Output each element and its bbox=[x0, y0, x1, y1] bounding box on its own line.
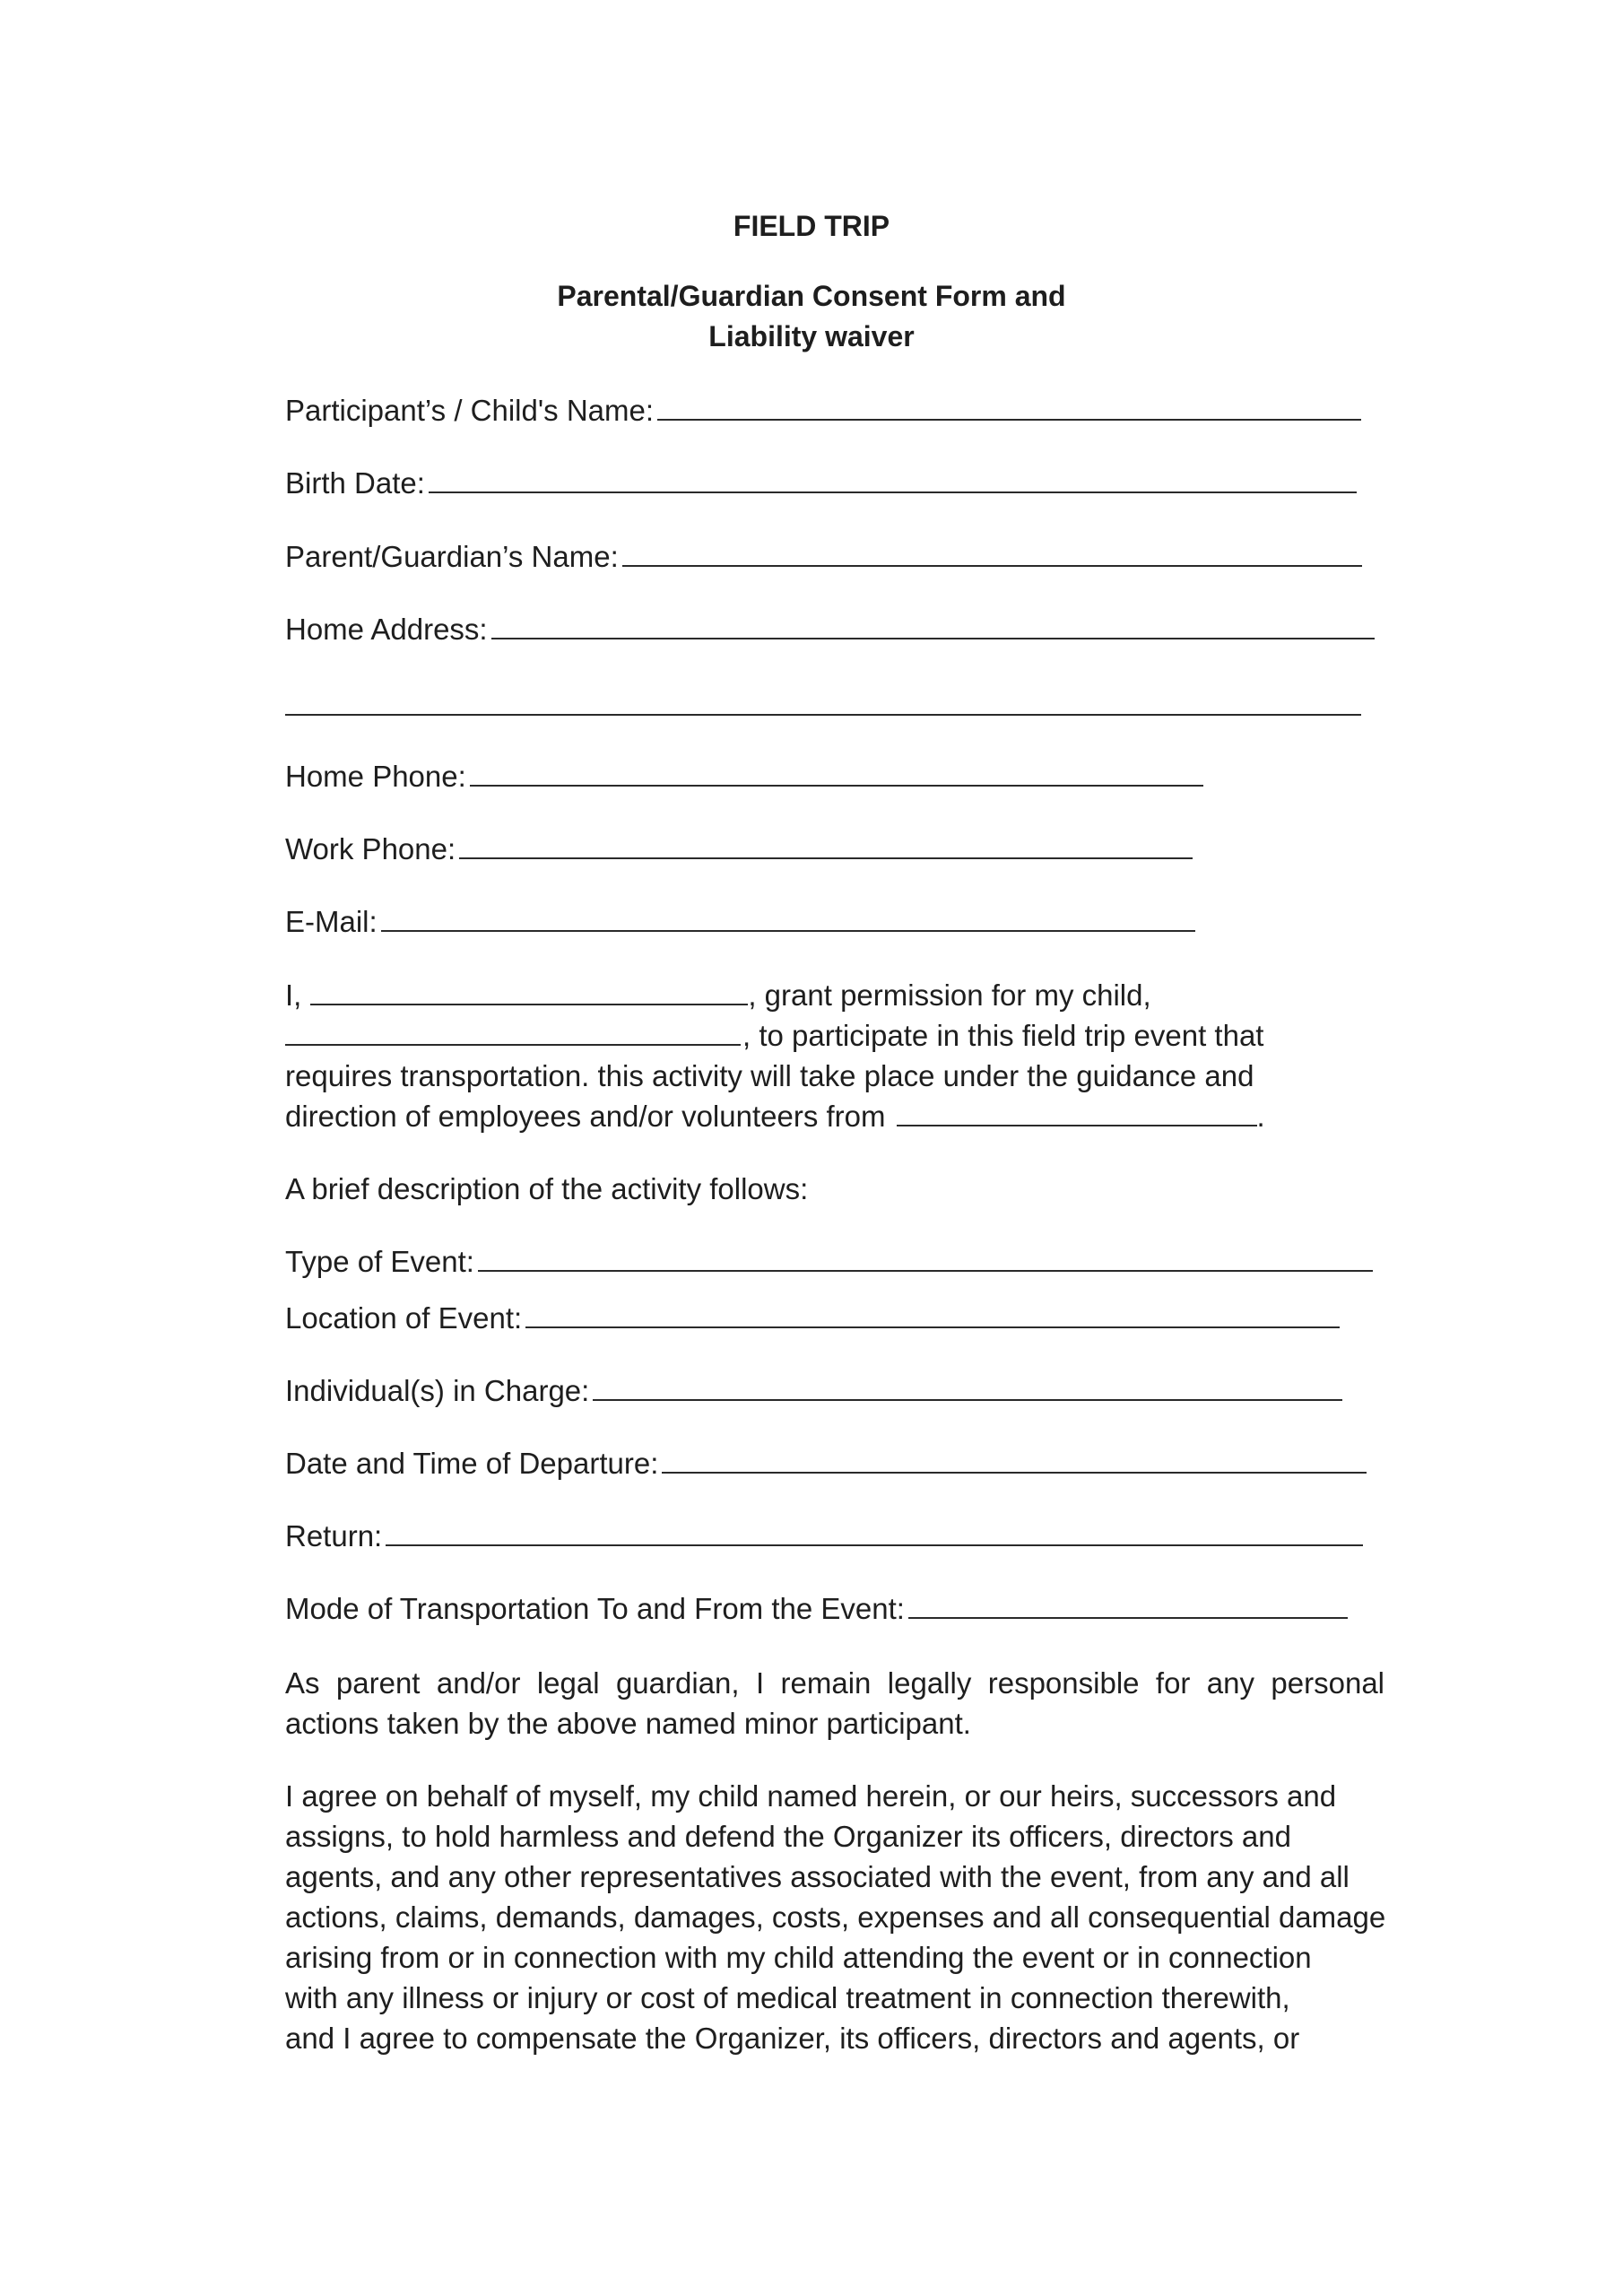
event-type-blank[interactable] bbox=[478, 1243, 1373, 1272]
home-phone-blank[interactable] bbox=[470, 758, 1203, 787]
work-phone-blank[interactable] bbox=[459, 831, 1193, 859]
permission-line2-suffix: , to participate in this field trip event that bbox=[742, 1019, 1264, 1052]
agreement-line: agents, and any other representatives associated with the event, from any and all bbox=[285, 1860, 1350, 1893]
child-name-blank[interactable] bbox=[285, 1017, 741, 1046]
permission-line4-suffix: . bbox=[1256, 1100, 1265, 1133]
guardian-name-blank[interactable] bbox=[622, 538, 1362, 567]
departure-label: Date and Time of Departure: bbox=[285, 1447, 659, 1480]
permission-line1-prefix: I, bbox=[285, 978, 302, 1012]
agreement-line: with any illness or injury or cost of medical treatment in connection therewith, bbox=[285, 1981, 1290, 2014]
permission-line1-suffix: , grant permission for my child, bbox=[748, 978, 1151, 1012]
description-intro: A brief description of the activity follows: bbox=[285, 1172, 809, 1205]
permission-line3: requires transportation. this activity will take place under the guidance and bbox=[285, 1059, 1254, 1092]
event-type-row bbox=[285, 1243, 1373, 1281]
individuals-in-charge-row bbox=[285, 1372, 1342, 1410]
event-type-label: Type of Event: bbox=[285, 1245, 474, 1278]
individuals-in-charge-blank[interactable] bbox=[593, 1372, 1342, 1401]
form-title: FIELD TRIP bbox=[733, 210, 890, 242]
event-location-blank[interactable] bbox=[525, 1300, 1340, 1328]
individuals-in-charge-label: Individual(s) in Charge: bbox=[285, 1374, 590, 1407]
form-subtitle-line1: Parental/Guardian Consent Form and bbox=[557, 280, 1066, 312]
home-address-label: Home Address: bbox=[285, 613, 488, 646]
agreement-line: I agree on behalf of myself, my child named herein, or our heirs, successors and bbox=[285, 1779, 1337, 1813]
agreement-line: and I agree to compensate the Organizer, its officers, directors and agents, or bbox=[285, 2022, 1300, 2055]
permission-line4-prefix: direction of employees and/or volunteers from bbox=[285, 1100, 886, 1133]
email-label: E-Mail: bbox=[285, 905, 378, 938]
participant-name-blank[interactable] bbox=[657, 392, 1361, 421]
guardian-name-label: Parent/Guardian’s Name: bbox=[285, 540, 619, 573]
return-blank[interactable] bbox=[386, 1518, 1363, 1546]
agreement-paragraph bbox=[285, 1776, 1384, 2058]
participant-name-label: Participant’s / Child's Name: bbox=[285, 394, 655, 427]
return-label: Return: bbox=[285, 1519, 383, 1552]
participant-name-row bbox=[285, 392, 1361, 430]
agreement-line: arising from or in connection with my child attending the event or in connection bbox=[285, 1941, 1312, 1974]
form-subtitle-line2: Liability waiver bbox=[708, 320, 915, 352]
organization-blank[interactable] bbox=[897, 1098, 1257, 1126]
birth-date-blank[interactable] bbox=[429, 465, 1357, 493]
email-blank[interactable] bbox=[381, 903, 1195, 932]
permission-line4 bbox=[285, 1098, 1265, 1135]
event-location-row bbox=[285, 1300, 1340, 1337]
transport-blank[interactable] bbox=[908, 1590, 1348, 1619]
birth-date-row bbox=[285, 465, 1357, 502]
permission-line2 bbox=[285, 1017, 1263, 1055]
event-location-label: Location of Event: bbox=[285, 1301, 523, 1335]
transport-label: Mode of Transportation To and From the Event: bbox=[285, 1592, 905, 1625]
home-phone-row bbox=[285, 758, 1203, 796]
guardian-name-row bbox=[285, 538, 1362, 576]
permission-line1 bbox=[285, 977, 1151, 1014]
home-address-second-line[interactable] bbox=[285, 714, 1361, 716]
home-address-row bbox=[285, 611, 1375, 648]
agreement-line: actions, claims, demands, damages, costs, expenses and all consequential damage bbox=[285, 1900, 1386, 1934]
email-row bbox=[285, 903, 1195, 941]
departure-row bbox=[285, 1445, 1367, 1483]
responsibility-paragraph: As parent and/or legal guardian, I remain legally responsible for any personal actions taken by the above named minor participant. bbox=[285, 1666, 1384, 1740]
work-phone-row bbox=[285, 831, 1193, 868]
transport-row bbox=[285, 1590, 1348, 1628]
home-phone-label: Home Phone: bbox=[285, 760, 466, 793]
departure-blank[interactable] bbox=[662, 1445, 1367, 1474]
agreement-line: assigns, to hold harmless and defend the Organizer its officers, directors and bbox=[285, 1820, 1291, 1853]
home-address-blank[interactable] bbox=[491, 611, 1375, 639]
work-phone-label: Work Phone: bbox=[285, 832, 456, 865]
return-row bbox=[285, 1518, 1363, 1555]
parent-name-blank[interactable] bbox=[310, 977, 748, 1005]
birth-date-label: Birth Date: bbox=[285, 466, 425, 500]
